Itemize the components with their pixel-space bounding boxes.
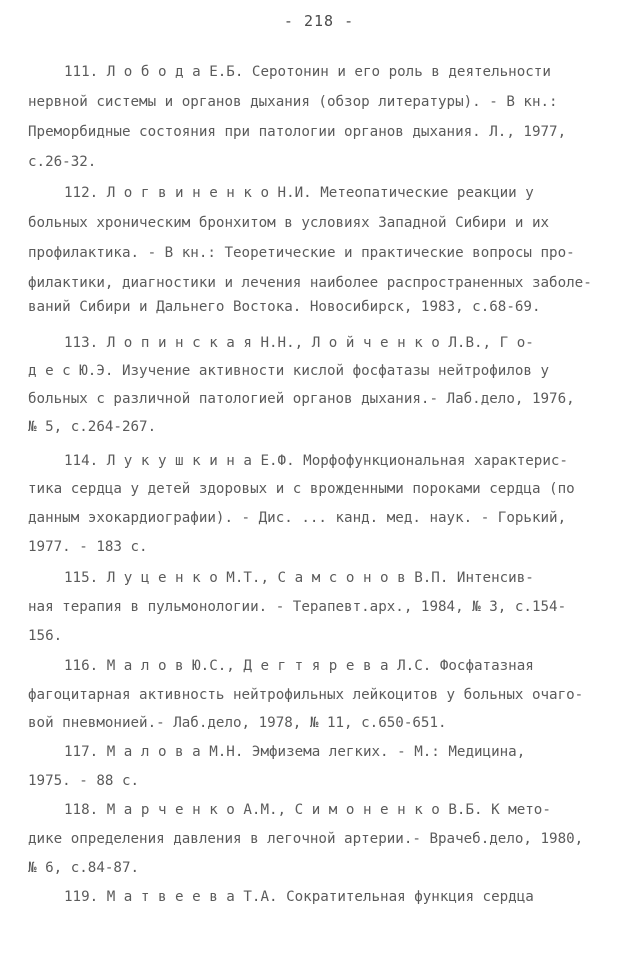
entry-line: 113. Л о п и н с к а я Н.Н., Л о й ч е н к о Л.В., Г о- <box>64 335 534 351</box>
entry-line: с.26-32. <box>28 154 97 170</box>
entry-line: больных хроническим бронхитом в условиях Западной Сибири и их <box>28 215 550 231</box>
entry-line: данным эхокардиографии). - Дис. ... канд. мед. наук. - Горький, <box>28 510 567 526</box>
entry-line: больных с различной патологией органов дыхания.- Лаб.дело, 1976, <box>28 391 575 407</box>
entry-line: профилактика. - В кн.: Теоретические и практические вопросы про- <box>28 245 575 261</box>
entry-line: дике определения давления в легочной артерии.- Врачеб.дело, 1980, <box>28 831 584 847</box>
entry-line: фагоцитарная активность нейтрофильных лейкоцитов у больных очаго- <box>28 687 584 703</box>
entry-line: 114. Л у к у ш к и н а Е.Ф. Морфофункциональная характерис- <box>64 453 568 469</box>
entry-line: 118. М а р ч е н к о А.М., С и м о н е н к о В.Б. К мето- <box>64 802 551 818</box>
entry-line: филактики, диагностики и лечения наиболее распространенных заболе- <box>28 275 592 291</box>
entry-line: 1975. - 88 с. <box>28 773 140 789</box>
entry-line: 115. Л у ц е н к о М.Т., С а м с о н о в В.П. Интенсив- <box>64 570 534 586</box>
entry-line: 112. Л о г в и н е н к о Н.И. Метеопатические реакции у <box>64 185 534 201</box>
entry-line: 119. М а т в е е в а Т.А. Сократительная функция сердца <box>64 889 534 905</box>
entry-line: 1977. - 183 с. <box>28 539 148 555</box>
entry-line: 111. Л о б о д а Е.Б. Серотонин и его роль в деятельности <box>64 64 551 80</box>
entry-line: 156. <box>28 628 63 644</box>
entry-line: нервной системы и органов дыхания (обзор литературы). - В кн.: <box>28 94 558 110</box>
entry-line: Преморбидные состояния при патологии органов дыхания. Л., 1977, <box>28 124 567 140</box>
entry-line: 116. М а л о в Ю.С., Д е г т я р е в а Л.С. Фосфатазная <box>64 658 534 674</box>
entry-line: ваний Сибири и Дальнего Востока. Новосибирск, 1983, с.68-69. <box>28 299 541 315</box>
entry-line: № 6, с.84-87. <box>28 860 140 876</box>
page-number: - 218 - <box>283 12 355 30</box>
entry-line: тика сердца у детей здоровых и с врожденными пороками сердца (по <box>28 481 575 497</box>
entry-line: № 5, с.264-267. <box>28 419 157 435</box>
entry-line: д е с Ю.Э. Изучение активности кислой фосфатазы нейтрофилов у <box>28 363 550 379</box>
entry-line: ная терапия в пульмонологии. - Терапевт.арх., 1984, № 3, с.154- <box>28 599 567 615</box>
entry-line: 117. М а л о в а М.Н. Эмфизема легких. - М.: Медицина, <box>64 744 526 760</box>
entry-line: вой пневмонией.- Лаб.дело, 1978, № 11, с.650-651. <box>28 715 447 731</box>
